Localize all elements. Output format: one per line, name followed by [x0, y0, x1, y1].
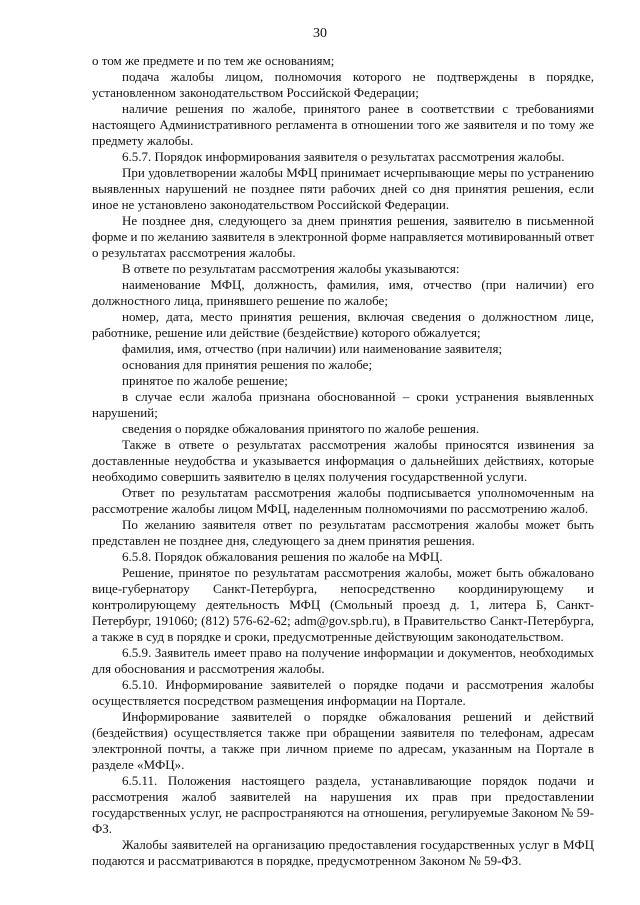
paragraph: принятое по жалобе решение; — [122, 373, 288, 388]
paragraph: При удовлетворении жалобы МФЦ принимает исчерпывающие меры по устранению выявленных нарушений не позднее пяти рабочих дней со дня принятия решения, если иное не установлено законодательством Российской Федерации. — [92, 165, 594, 212]
paragraph: 6.5.7. Порядок информирования заявителя о результатах рассмотрения жалобы. — [122, 149, 565, 164]
paragraph: Решение, принятое по результатам рассмотрения жалобы, может быть обжаловано вице-губернатору Санкт-Петербурга, непосредственно координирующему и контролирующему деятельность МФЦ (Смольный проезд д. 1, литера Б, Санкт-Петербург, 191060; (812) 576-62-62; adm@gov.spb.ru), в Правительство Санкт-Петербурга, а также в суд в порядке и сроки, предусмотренные действующим законодательством. — [92, 565, 594, 644]
paragraph: 6.5.10. Информирование заявителей о порядке подачи и рассмотрения жалобы осуществляется посредством размещения информации на Портале. — [92, 677, 594, 708]
paragraph: Не позднее дня, следующего за днем принятия решения, заявителю в письменной форме и по желанию заявителя в электронной форме направляется мотивированный ответ о результатах рассмотрения жалобы. — [92, 213, 594, 260]
paragraph: о том же предмете и по тем же основаниям; — [92, 53, 335, 68]
paragraph: основания для принятия решения по жалобе; — [122, 357, 373, 372]
paragraph: В ответе по результатам рассмотрения жалобы указываются: — [122, 261, 460, 276]
paragraph: 6.5.8. Порядок обжалования решения по жалобе на МФЦ. — [122, 549, 443, 564]
paragraph: 6.5.9. Заявитель имеет право на получение информации и документов, необходимых для обоснования и рассмотрения жалобы. — [92, 645, 594, 676]
page-number: 30 — [313, 26, 327, 41]
paragraph: подача жалобы лицом, полномочия которого не подтверждены в порядке, установленном законодательством Российской Федерации; — [92, 69, 594, 100]
paragraph: Информирование заявителей о порядке обжалования решений и действий (бездействия) осуществляется также при обращении заявителя по телефонам, адресам электронной почты, а также при личном приеме по адресам, указанным на Портале в разделе «МФЦ». — [92, 709, 594, 772]
paragraph: По желанию заявителя ответ по результатам рассмотрения жалобы может быть представлен не позднее дня, следующего за днем принятия решения. — [92, 517, 594, 548]
paragraph: номер, дата, место принятия решения, включая сведения о должностном лице, работнике, решение или действие (бездействие) которого обжалуется; — [92, 309, 594, 340]
paragraph: Жалобы заявителей на организацию предоставления государственных услуг в МФЦ подаются и рассматриваются в порядке, предусмотренном Законом № 59-ФЗ. — [92, 837, 594, 868]
paragraph: в случае если жалоба признана обоснованной – сроки устранения выявленных нарушений; — [92, 389, 594, 420]
paragraph: Ответ по результатам рассмотрения жалобы подписывается уполномоченным на рассмотрение жалобы лицом МФЦ, наделенным полномочиями по рассмотрению жалоб. — [92, 485, 594, 516]
paragraph: наличие решения по жалобе, принятого ранее в соответствии с требованиями настоящего Административного регламента в отношении того же заявителя и по тому же предмету жалобы. — [92, 101, 594, 148]
paragraph: Также в ответе о результатах рассмотрения жалобы приносятся извинения за доставленные неудобства и указывается информация о дальнейших действиях, которые необходимо совершить заявителю в целях получения государственной услуги. — [92, 437, 594, 484]
paragraph: сведения о порядке обжалования принятого по жалобе решения. — [122, 421, 480, 436]
paragraph: фамилия, имя, отчество (при наличии) или наименование заявителя; — [122, 341, 503, 356]
paragraph: 6.5.11. Положения настоящего раздела, устанавливающие порядок подачи и рассмотрения жалоб заявителей на нарушения их прав при предоставлении государственных услуг, не распространяются на отношения, регулируемые Законом № 59-ФЗ. — [92, 773, 594, 836]
document-body — [92, 53, 594, 869]
paragraph: наименование МФЦ, должность, фамилия, имя, отчество (при наличии) его должностного лица, принявшего решение по жалобе; — [92, 277, 594, 308]
